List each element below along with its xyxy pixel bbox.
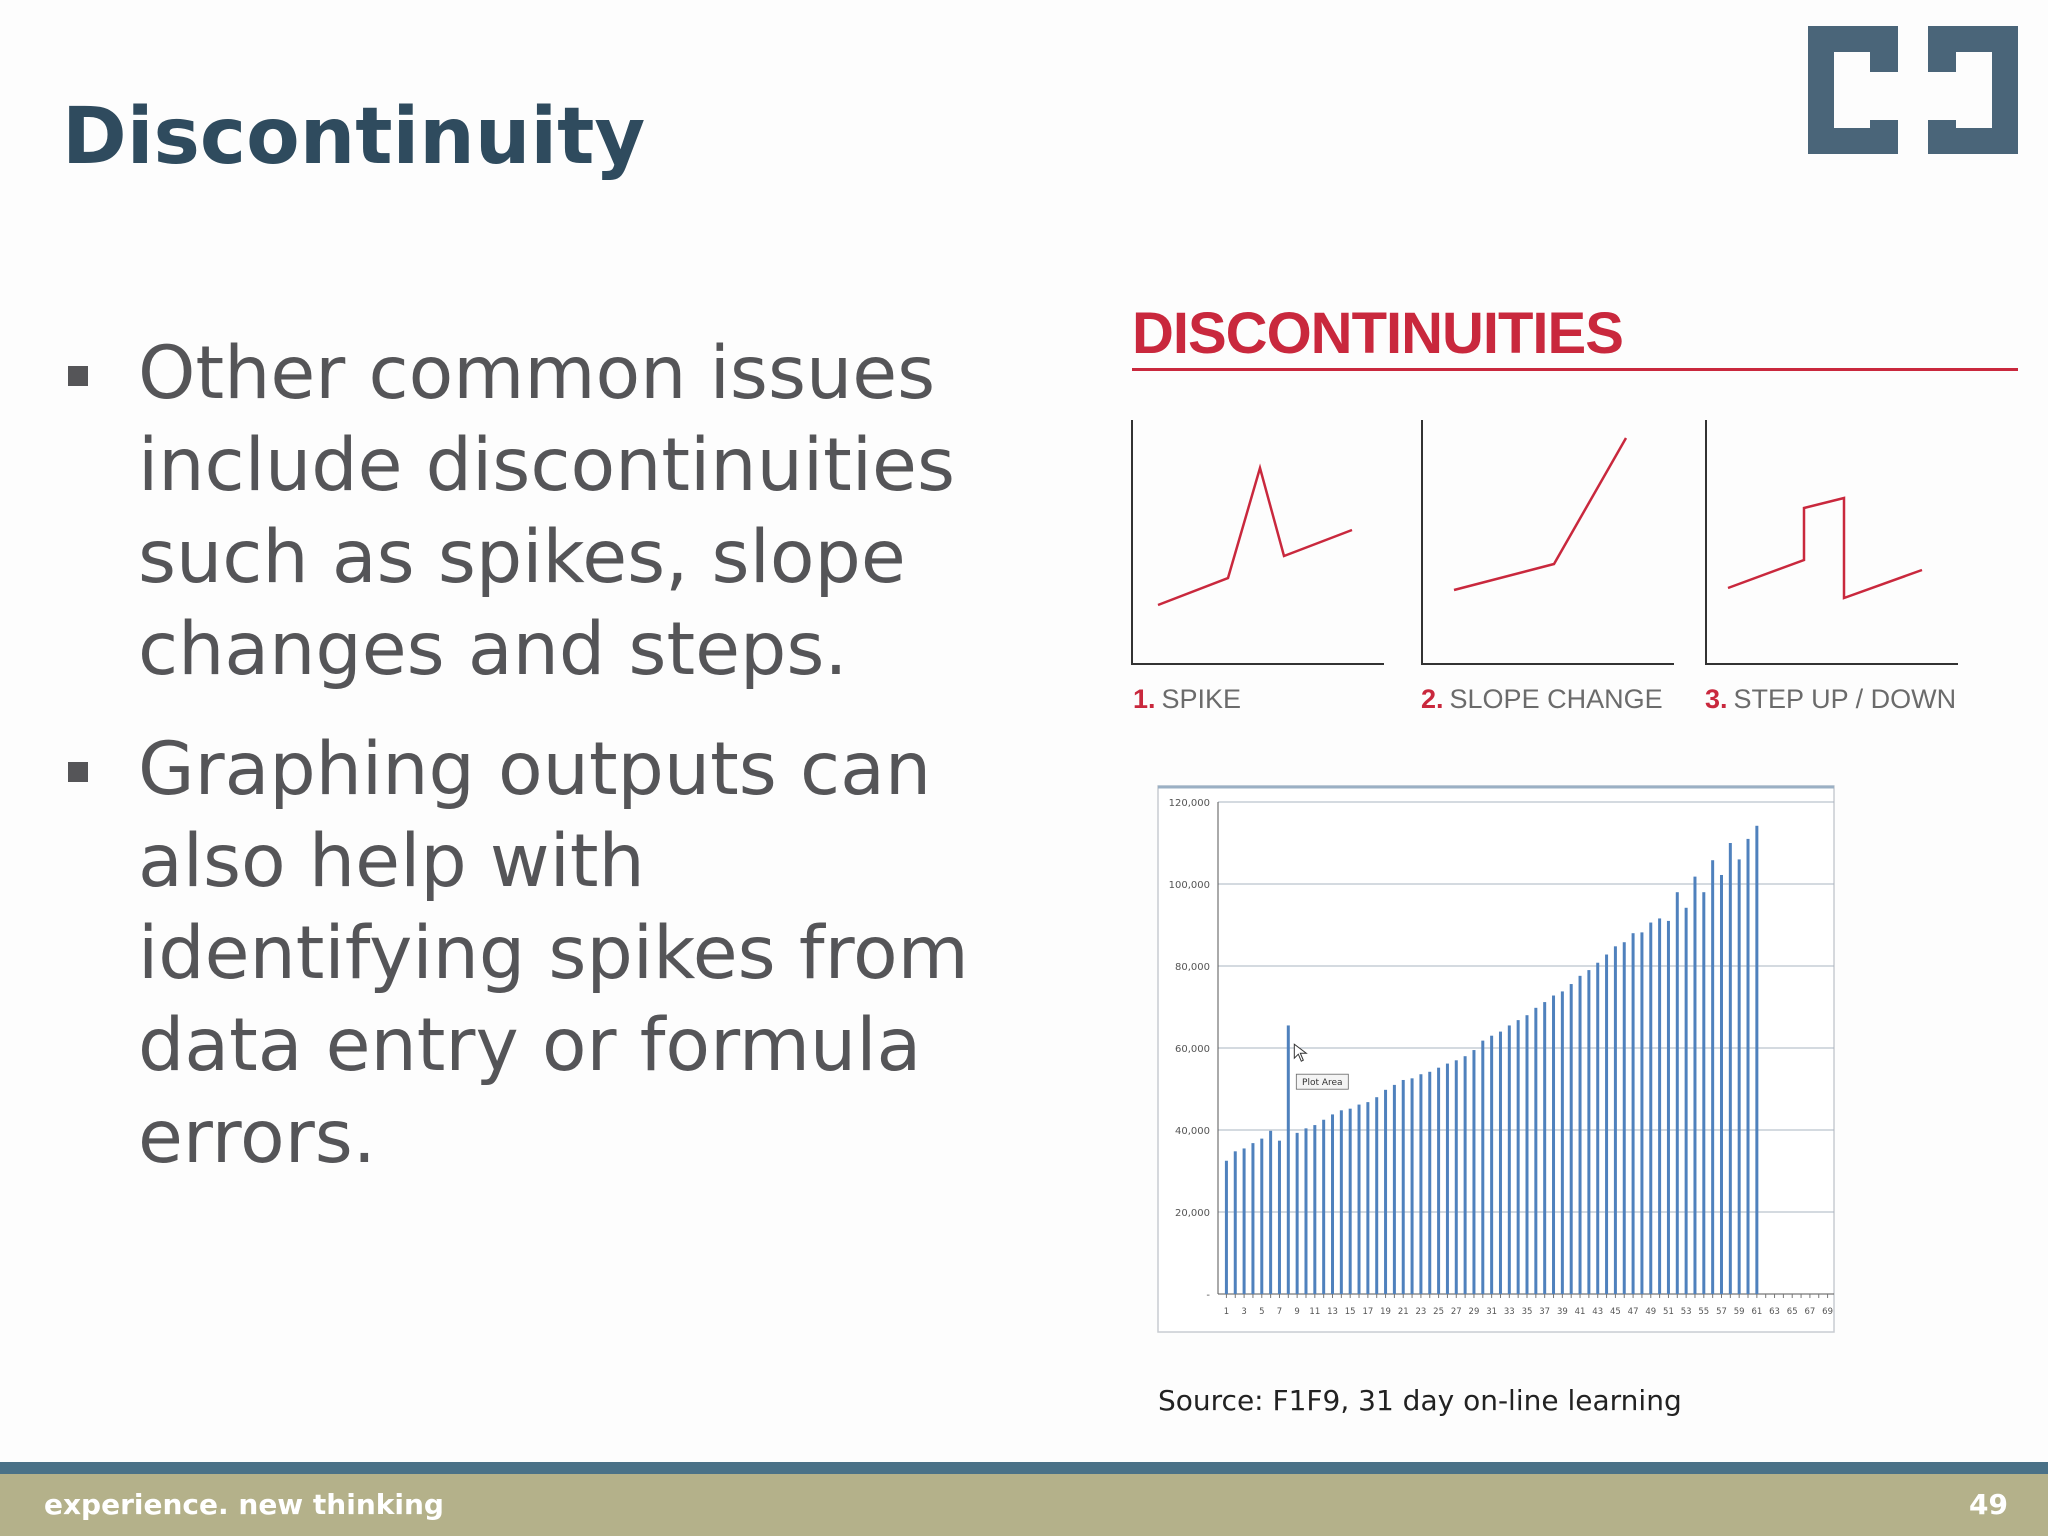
x-tick-label: 59 bbox=[1733, 1307, 1745, 1317]
y-tick-label: 120,000 bbox=[1168, 798, 1210, 809]
bar bbox=[1685, 908, 1688, 1294]
x-tick-label: 45 bbox=[1609, 1307, 1621, 1317]
bar bbox=[1649, 923, 1652, 1294]
step-axes bbox=[1706, 420, 1958, 664]
page-number: 49 bbox=[1969, 1488, 2008, 1521]
x-tick-label: 3 bbox=[1241, 1307, 1247, 1317]
x-tick-label: 63 bbox=[1769, 1307, 1780, 1317]
bar bbox=[1623, 942, 1626, 1294]
bar bbox=[1570, 984, 1573, 1294]
bar bbox=[1729, 843, 1732, 1294]
x-tick-label: 39 bbox=[1556, 1307, 1568, 1317]
bar bbox=[1499, 1032, 1502, 1294]
bar bbox=[1579, 976, 1582, 1294]
bar bbox=[1720, 875, 1723, 1294]
bar bbox=[1508, 1025, 1511, 1294]
spike-panel bbox=[1132, 420, 1384, 664]
bar bbox=[1605, 955, 1608, 1294]
y-tick-label: 40,000 bbox=[1175, 1126, 1210, 1137]
bar bbox=[1322, 1120, 1325, 1294]
footer-bar bbox=[0, 1474, 2048, 1536]
bar bbox=[1375, 1097, 1378, 1294]
company-logo bbox=[1808, 26, 2018, 154]
x-tick-label: 49 bbox=[1645, 1307, 1657, 1317]
bar bbox=[1331, 1114, 1334, 1294]
bar bbox=[1534, 1008, 1537, 1294]
bar bbox=[1464, 1056, 1467, 1294]
bar bbox=[1437, 1068, 1440, 1294]
x-tick-label: 33 bbox=[1503, 1307, 1515, 1317]
bar bbox=[1358, 1105, 1361, 1294]
bar bbox=[1411, 1078, 1414, 1294]
panel-label-spike: 1. SPIKE bbox=[1133, 684, 1242, 714]
bar bbox=[1490, 1036, 1493, 1294]
footer-band bbox=[0, 1462, 2048, 1474]
bar bbox=[1561, 991, 1564, 1294]
x-tick-label: 7 bbox=[1276, 1307, 1283, 1317]
bar bbox=[1693, 877, 1696, 1294]
y-tick-label: - bbox=[1206, 1290, 1210, 1301]
bar bbox=[1481, 1041, 1484, 1294]
bar bbox=[1676, 892, 1679, 1294]
bar bbox=[1260, 1139, 1263, 1294]
x-tick-label: 37 bbox=[1539, 1307, 1551, 1317]
x-tick-label: 11 bbox=[1309, 1307, 1321, 1317]
source-caption: Source: F1F9, 31 day on-line learning bbox=[1158, 1384, 1682, 1417]
bar bbox=[1702, 892, 1705, 1294]
x-tick-label: 23 bbox=[1415, 1307, 1427, 1317]
bar bbox=[1313, 1125, 1316, 1294]
bar-chart bbox=[1150, 780, 1840, 1340]
bar bbox=[1393, 1085, 1396, 1294]
slide-title: Discontinuity bbox=[62, 92, 646, 182]
bar bbox=[1632, 933, 1635, 1294]
bar bbox=[1747, 839, 1750, 1294]
bar bbox=[1640, 932, 1643, 1294]
bar bbox=[1472, 1050, 1475, 1294]
x-tick-label: 25 bbox=[1433, 1307, 1445, 1317]
x-tick-label: 51 bbox=[1663, 1307, 1674, 1317]
bar bbox=[1517, 1020, 1520, 1294]
tooltip-text: Plot Area bbox=[1302, 1078, 1343, 1089]
panel-label-slope-change: 2. SLOPE CHANGE bbox=[1421, 684, 1663, 714]
bullet-list bbox=[66, 328, 1006, 1212]
bar bbox=[1755, 826, 1758, 1294]
bar bbox=[1234, 1151, 1237, 1294]
slope-change-axes bbox=[1422, 420, 1674, 664]
x-tick-label: 53 bbox=[1680, 1307, 1692, 1317]
bar bbox=[1349, 1109, 1352, 1294]
bar bbox=[1402, 1080, 1405, 1294]
step-line bbox=[1728, 498, 1922, 598]
bar bbox=[1711, 860, 1714, 1294]
square-bullet-icon bbox=[68, 762, 88, 782]
x-tick-label: 69 bbox=[1822, 1307, 1833, 1317]
bar bbox=[1596, 963, 1599, 1294]
bar bbox=[1287, 1025, 1290, 1294]
x-tick-label: 17 bbox=[1362, 1307, 1374, 1317]
bar bbox=[1251, 1143, 1254, 1294]
bar bbox=[1384, 1090, 1387, 1294]
x-tick-label: 9 bbox=[1294, 1307, 1300, 1317]
bar bbox=[1366, 1102, 1369, 1294]
x-tick-label: 55 bbox=[1698, 1307, 1710, 1317]
bar bbox=[1340, 1110, 1343, 1294]
bar bbox=[1296, 1133, 1299, 1294]
bar bbox=[1526, 1015, 1529, 1294]
bar bbox=[1446, 1064, 1449, 1294]
x-tick-label: 61 bbox=[1751, 1307, 1763, 1317]
bar bbox=[1243, 1148, 1246, 1294]
x-tick-label: 35 bbox=[1521, 1307, 1533, 1317]
footer-tagline: experience. new thinking bbox=[44, 1488, 444, 1521]
x-tick-label: 21 bbox=[1397, 1307, 1409, 1317]
x-tick-label: 15 bbox=[1344, 1307, 1356, 1317]
x-tick-label: 57 bbox=[1716, 1307, 1727, 1317]
bar bbox=[1419, 1074, 1422, 1294]
x-tick-label: 47 bbox=[1627, 1307, 1639, 1317]
panel-label-step: 3. STEP UP / DOWN bbox=[1705, 684, 1957, 714]
spike-axes bbox=[1132, 420, 1384, 664]
bar bbox=[1278, 1141, 1281, 1294]
bar bbox=[1269, 1131, 1272, 1294]
slope-change-panel bbox=[1422, 420, 1674, 664]
discontinuity-illustrations bbox=[1126, 410, 1976, 670]
bullet-item: Graphing outputs can also help with identifying spikes from data entry or formula errors. bbox=[66, 724, 1006, 1184]
bar bbox=[1658, 918, 1661, 1294]
x-tick-label: 5 bbox=[1259, 1307, 1265, 1317]
bar bbox=[1543, 1002, 1546, 1294]
bar bbox=[1304, 1128, 1307, 1294]
x-tick-label: 67 bbox=[1804, 1307, 1816, 1317]
bar bbox=[1738, 859, 1741, 1294]
bar bbox=[1552, 996, 1555, 1294]
bar bbox=[1667, 921, 1670, 1294]
y-tick-label: 100,000 bbox=[1168, 880, 1210, 891]
bar bbox=[1455, 1060, 1458, 1294]
bar bbox=[1225, 1161, 1228, 1294]
x-tick-label: 65 bbox=[1786, 1307, 1798, 1317]
heading-rule bbox=[1132, 368, 2018, 371]
x-tick-label: 43 bbox=[1592, 1307, 1604, 1317]
bar bbox=[1614, 946, 1617, 1294]
chart-frame bbox=[1158, 786, 1834, 1332]
slope-change-line bbox=[1454, 438, 1626, 590]
bar bbox=[1428, 1072, 1431, 1294]
x-tick-label: 29 bbox=[1468, 1307, 1480, 1317]
x-tick-label: 1 bbox=[1223, 1307, 1230, 1317]
y-tick-label: 20,000 bbox=[1175, 1208, 1210, 1219]
x-tick-label: 41 bbox=[1574, 1307, 1586, 1317]
y-tick-label: 60,000 bbox=[1175, 1044, 1210, 1055]
x-tick-label: 13 bbox=[1327, 1307, 1338, 1317]
y-tick-label: 80,000 bbox=[1175, 962, 1210, 973]
square-bullet-icon bbox=[68, 366, 88, 386]
x-tick-label: 19 bbox=[1380, 1307, 1391, 1317]
discontinuities-heading: DISCONTINUITIES bbox=[1132, 301, 1623, 366]
bar bbox=[1587, 970, 1590, 1294]
x-tick-label: 31 bbox=[1486, 1307, 1498, 1317]
step-panel bbox=[1706, 420, 1958, 664]
x-tick-label: 27 bbox=[1450, 1307, 1462, 1317]
spike-line bbox=[1158, 468, 1352, 605]
bullet-item: Other common issues include discontinuities such as spikes, slope changes and steps. bbox=[66, 328, 1006, 696]
